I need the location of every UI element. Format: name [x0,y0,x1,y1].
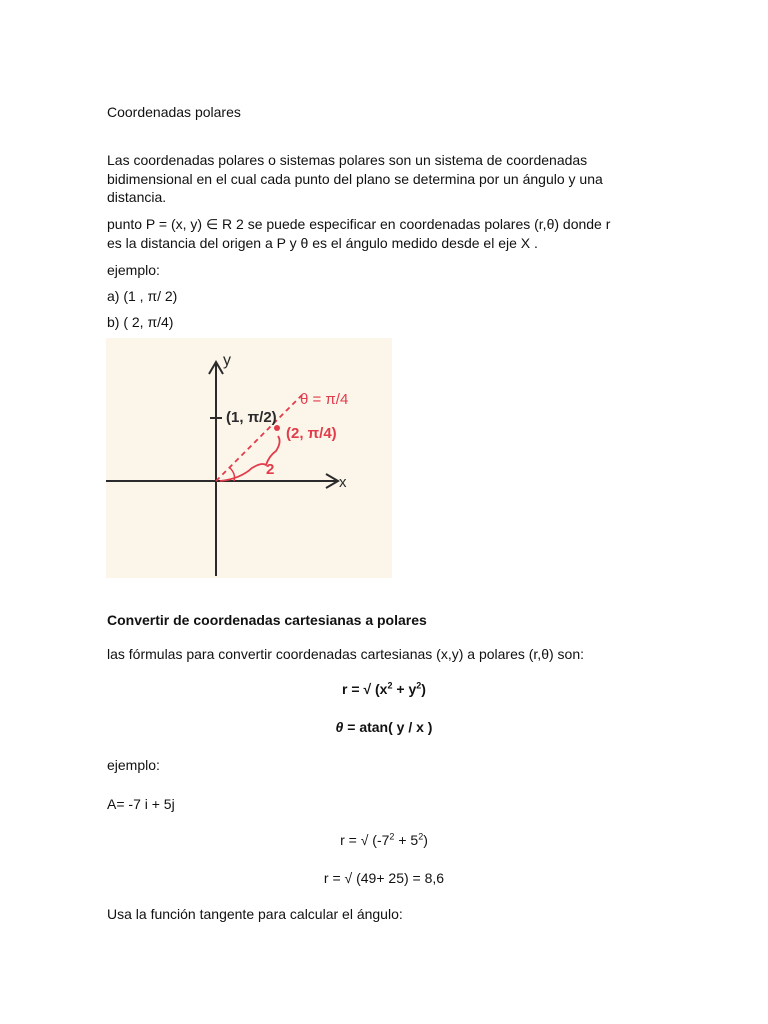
intro-paragraph: Las coordenadas polares o sistemas polares son un sistema de coordenadas bidimensional en el cual cada punto del plano se determina por un ángulo y una distancia. [107,152,603,205]
point-definition-line-1: punto P = (x, y) ∈ R 2 se puede especificar en coordenadas polares (r,θ) donde r [107,216,611,232]
point-1-label: (1, π/2) [226,409,277,426]
figure-background [106,338,392,578]
example-b: b) ( 2, π/4) [107,314,174,330]
example-a: a) (1 , π/ 2) [107,288,178,304]
y-axis-label: y [223,352,231,369]
distance-label: 2 [266,461,275,478]
angle-label: θ = π/4 [300,391,349,408]
vector-example: A= -7 i + 5j [107,796,175,812]
x-axis-label: x [339,474,347,491]
calculation-1: r = √ $(-7^2 + 5^2)$ [340,831,428,848]
tangent-instruction: Usa la función tangente para calcular el ángulo: [107,906,403,922]
point-definition-line-2: es la distancia del origen a P y θ es el ángulo medido desde el eje X . [107,235,538,251]
polar-plot [106,338,392,578]
calculation-2: r = √ (49+ 25) = 8,6 [323,870,445,886]
polar-coordinates-figure [106,338,392,578]
formula-theta: θ = atan( y / x ) [335,719,433,735]
section-heading: Convertir de coordenadas cartesianas a polares [107,612,427,628]
example-label-2: ejemplo: [107,757,160,773]
point-2-label: (2, π/4) [286,425,337,442]
formula-r: r = √ $(x^2 + y^2)$ [342,680,426,697]
example-label: ejemplo: [107,262,160,278]
page-title: Coordenadas polares [107,104,241,120]
formulas-intro: las fórmulas para convertir coordenadas cartesianas (x,y) a polares (r,θ) son: [107,646,584,662]
